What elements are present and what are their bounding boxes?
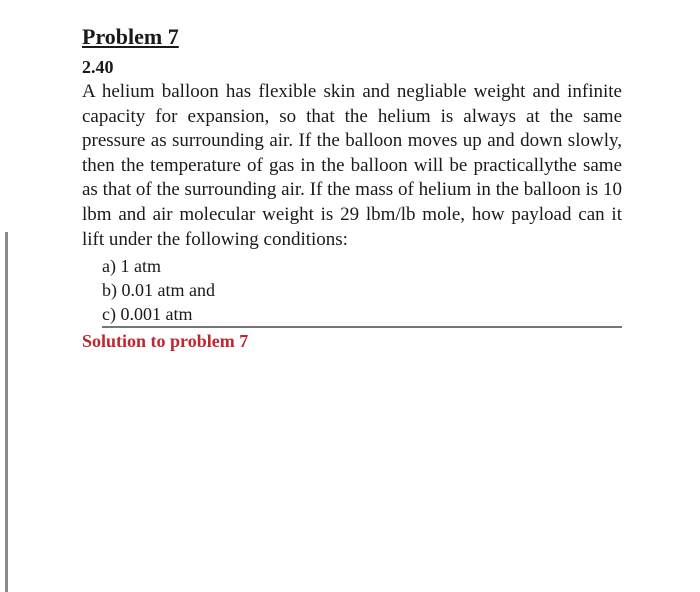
condition-item-b: b) 0.01 atm and — [102, 280, 215, 301]
problem-document — [82, 22, 622, 354]
conditions-list — [102, 254, 622, 328]
condition-item-c: c) 0.001 atm — [102, 302, 622, 328]
left-margin-bar — [5, 232, 8, 592]
solution-heading: Solution to problem 7 — [82, 331, 249, 352]
problem-title: Problem 7 — [82, 24, 179, 49]
condition-item-a: a) 1 atm — [102, 256, 161, 277]
problem-statement: A helium balloon has flexible skin and negliable weight and infinite capacity for expansion, so that the helium is always at the same pressure as surrounding air. If the balloon moves up and down slowly, then the temperature of gas in the balloon will be practicallythe same as that of the surrounding air. If the mass of helium in the balloon is 10 lbm and air molecular weight is 29 lbm/lb mole, how payload can it lift under the following conditions: — [82, 81, 622, 250]
problem-number: 2.40 — [82, 57, 114, 77]
